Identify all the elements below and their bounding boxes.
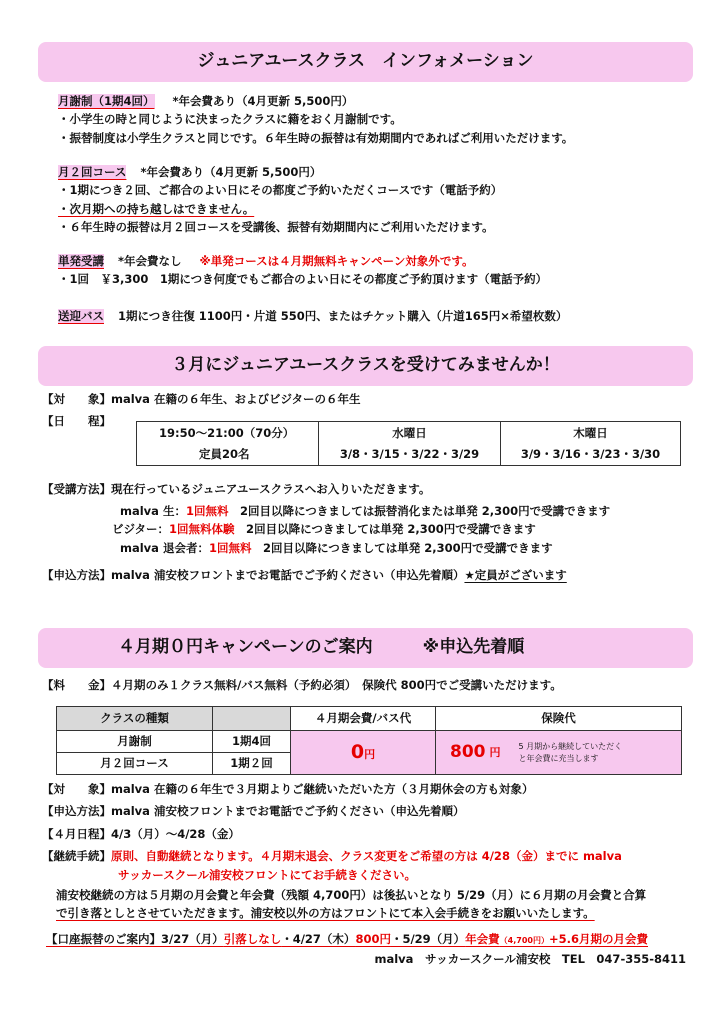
monthly-line-1: ・小学生の時と同じように決まったクラスに籍をおく月謝制です。 — [58, 112, 402, 127]
cell-zero — [291, 731, 436, 775]
single-note: *年会費なし — [118, 254, 182, 268]
section3-banner — [38, 628, 693, 668]
s3-bank-row — [46, 930, 686, 948]
row-class-name: 月謝制 — [57, 731, 213, 753]
s3-para-1: 浦安校継続の方は５月期の月会費と年会費（残額 4,700円）は後払いとなり 5/29（月）に６月期の月会費と合算 — [56, 888, 647, 902]
bank-4: 800円 — [355, 932, 391, 946]
s2-schedule-label: 【日 程】 — [42, 414, 111, 428]
s2-apply-label: 【申込方法】 — [42, 568, 111, 582]
s3-target-text: malva 在籍の６年生で３月期よりご継続いただいた方（３月期休会の方も対象） — [111, 782, 534, 796]
s3-fee-text: ４月期のみ１クラス無料/バス無料（予約必須） 保険代 800円でご受講いただけます。 — [111, 678, 562, 692]
section2-title: ３月にジュニアユースクラスを受けてみませんか！ — [171, 355, 560, 376]
twice-line-1: ・1期につき２回、ご都合のよい日にその都度ご予約いただくコースです（電話予約） — [58, 183, 503, 198]
row-class-period: 1期２回 — [213, 753, 291, 775]
member-rest: 2回目以降につきましては単発 2,300円で受講できます — [234, 522, 536, 537]
s2-target-text: malva 在籍の６年生、およびビジターの６年生 — [111, 392, 361, 406]
bank-2: 引落しなし — [223, 932, 282, 946]
twice-block — [58, 163, 698, 237]
bank-3: ・4/27（木） — [281, 932, 356, 946]
bus-label: 送迎バス — [58, 309, 104, 323]
ins-note-2: と年会費に充当します — [518, 753, 599, 763]
s3-target-label: 【対 象】 — [42, 782, 111, 796]
s2-members — [112, 502, 724, 557]
bank-6: 年会費 — [465, 932, 500, 946]
twice-note: *年会費あり（4月更新 5,500円） — [140, 165, 322, 179]
s3-date-label: 【４月日程】 — [42, 826, 111, 841]
twice-line-3: ・６年生時の振替は月２回コースを受講後、振替有効期間内にご利用いただけます。 — [58, 220, 494, 235]
s3-para-2: で引き落としとさせていただきます。浦安校以外の方はフロントにて本入会手続きをお願いいたします。 — [56, 906, 595, 921]
s2-target-label: 【対 象】 — [42, 392, 111, 406]
bus-block — [58, 307, 698, 325]
ins-yen: 円 — [489, 745, 501, 759]
s2-method-text: 現在行っているジュニアユースクラスへお入りいただきます。 — [111, 482, 431, 496]
schedule-capacity: 定員20名 — [137, 444, 319, 466]
th-fee: ４月期会費/バス代 — [291, 707, 436, 731]
s2-method-block — [42, 480, 682, 498]
schedule-table — [136, 421, 681, 466]
member-free: 1回無料 — [208, 540, 252, 555]
s3-cont-label: 【継続手続】 — [42, 849, 111, 864]
twice-line-2: ・次月期への持ち越しはできません。 — [58, 201, 255, 216]
member-free: 1回無料 — [185, 504, 229, 518]
s3-date-text: 4/3（月）〜4/28（金） — [111, 826, 240, 841]
s2-target-row — [42, 390, 682, 408]
single-block — [58, 252, 698, 289]
cell-insurance — [436, 731, 682, 775]
member-who: ビジター： — [112, 522, 170, 537]
s3-fee-label: 【料 金】 — [42, 678, 111, 692]
schedule-thu-header: 木曜日 — [501, 422, 681, 444]
s3-apply-label: 【申込方法】 — [42, 804, 111, 819]
member-who: malva 退会者： — [120, 540, 209, 555]
s3-cont-red-1: 原則、自動継続となります。４月期末退会、クラス変更をご希望の方は 4/28（金）までに malva — [111, 849, 622, 864]
th-blank — [213, 707, 291, 731]
schedule-thu-dates: 3/9・3/16・3/23・3/30 — [501, 444, 681, 466]
schedule-wed-dates: 3/8・3/15・3/22・3/29 — [319, 444, 501, 466]
section2-banner — [38, 346, 693, 386]
member-rest: 2回目以降につきましては振替消化または単発 2,300円で受講できます — [228, 504, 611, 518]
member-row — [112, 502, 724, 520]
monthly-note: *年会費あり（4月更新 5,500円） — [172, 94, 354, 108]
bank-7: （4,700円） — [499, 936, 549, 945]
section1-banner — [38, 42, 693, 82]
zero-value: 0 — [350, 741, 365, 764]
th-insurance: 保険代 — [436, 707, 682, 731]
s2-method-label: 【受講方法】 — [42, 482, 111, 496]
ins-value: 800 — [450, 741, 486, 762]
section3-title: ４月期０円キャンペーンのご案内 — [118, 637, 373, 658]
th-class: クラスの種類 — [57, 707, 213, 731]
bus-text: 1期につき往復 1100円・片道 550円、またはチケット購入（片道165円×希望枚数） — [118, 309, 568, 323]
s3-fee-row — [42, 676, 682, 694]
monthly-block — [58, 92, 698, 147]
member-rest: 2回目以降につきましては単発 2,300円で受講できます — [251, 540, 553, 555]
s3-para — [56, 886, 696, 923]
zero-yen: 円 — [364, 748, 376, 762]
member-who: malva 生： — [120, 504, 186, 518]
member-free: 1回無料体験 — [169, 522, 235, 537]
single-line-1: ・1回 ￥3,300 1期につき何度でもご都合のよい日にその都度ご予約頂けます（電話予約） — [58, 272, 548, 287]
bank-5: ・5/29（月） — [390, 932, 466, 946]
row-class-period: 1期4回 — [213, 731, 291, 753]
member-row — [112, 520, 724, 538]
schedule-time: 19:50〜21:00（70分） — [137, 422, 319, 444]
bank-8: +5.6月期の月会費 — [548, 932, 648, 946]
row-class-name: 月２回コース — [57, 753, 213, 775]
s3-apply-text: malva 浦安校フロントまでお電話でご予約ください（申込先着順） — [111, 804, 465, 819]
single-label: 単発受講 — [58, 254, 104, 268]
bank-label: 【口座振替のご案内】 — [46, 932, 161, 946]
twice-label: 月２回コース — [58, 165, 127, 179]
footer-contact: malva サッカースクール浦安校 TEL 047-355-8411 — [374, 952, 686, 966]
monthly-label: 月謝制（1期4回） — [58, 94, 155, 108]
s3-info-block — [42, 780, 682, 884]
s2-apply-row — [42, 566, 682, 584]
s2-apply-note: ★定員がございます — [464, 568, 567, 582]
section1-title: ジュニアユースクラス インフォメーション — [197, 51, 534, 72]
schedule-wed-header: 水曜日 — [319, 422, 501, 444]
ins-note-1: 5 月期から継続していただく — [518, 742, 623, 752]
section3-title-note: ※申込先着順 — [422, 637, 525, 658]
s2-apply-text: malva 浦安校フロントまでお電話でご予約ください（申込先着順） — [111, 568, 465, 582]
bank-1: 3/27（月） — [161, 932, 224, 946]
single-red-note: ※単発コースは４月期無料キャンペーン対象外です。 — [199, 254, 474, 268]
s3-cont-red-2: サッカースクール浦安校フロントにてお手続きください。 — [118, 867, 416, 882]
monthly-line-2: ・振替制度は小学生クラスと同じです。６年生時の振替は有効期間内であればご利用いただけます。 — [58, 130, 574, 145]
campaign-table — [56, 706, 682, 775]
member-row — [112, 539, 724, 557]
